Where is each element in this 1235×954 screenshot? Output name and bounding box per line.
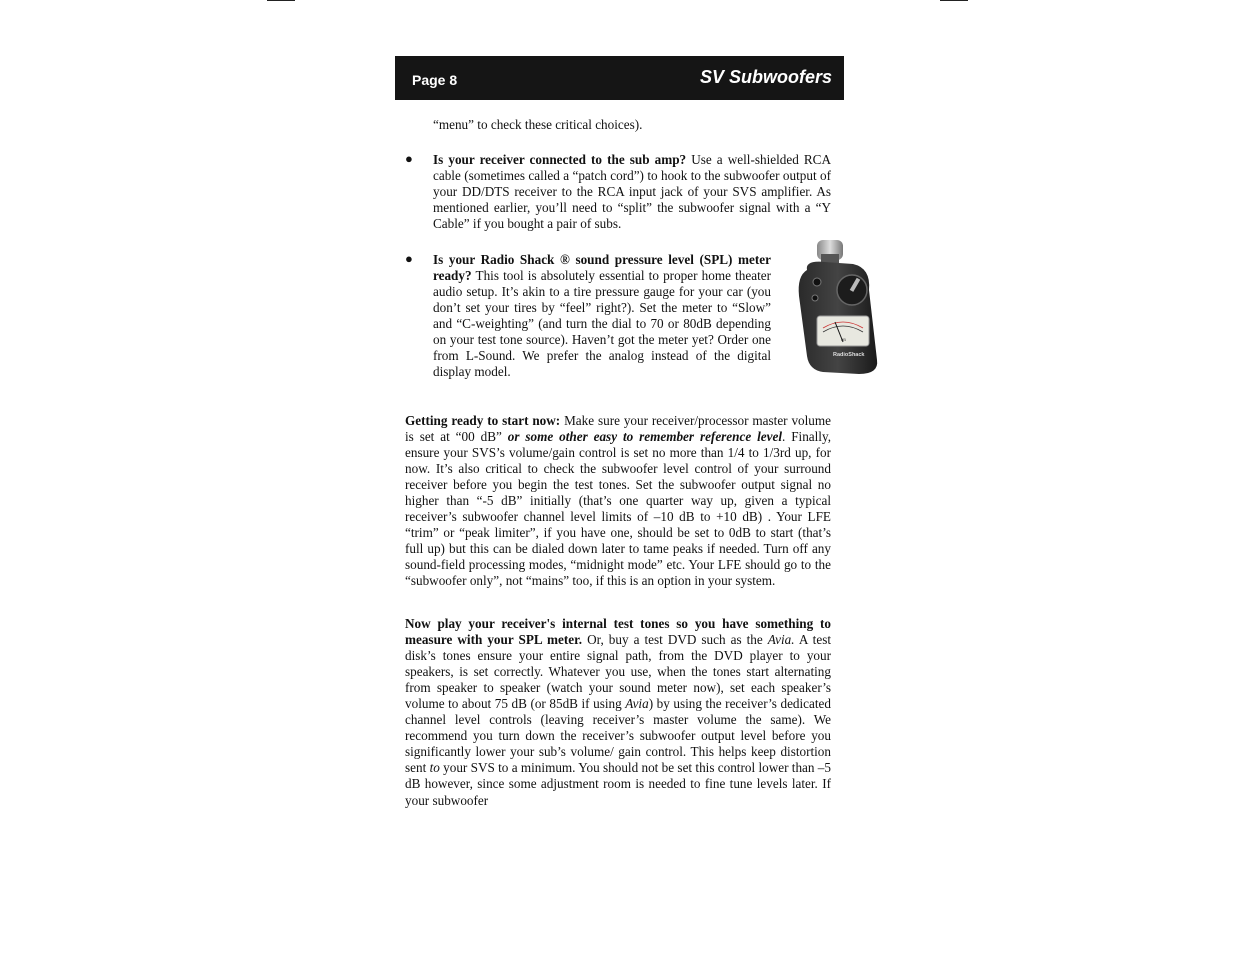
italic-avia: Avia <box>625 696 649 712</box>
bullet-lead: Is your Radio Shack ® sound pressure level (SPL) meter ready? <box>433 252 771 284</box>
meter-dial-unit: dB <box>841 337 846 342</box>
bullet-item-spl-meter <box>433 252 771 380</box>
italic-to: to <box>429 760 440 776</box>
italic-avia: Avia. <box>767 632 795 648</box>
bullet-item-receiver-connection <box>433 152 831 232</box>
paragraph-text: your SVS to a minimum. You should not be set this control lower than –5 dB however, since some adjustment room is needed to fine tune levels later. If your subwoofer <box>405 760 831 808</box>
spl-meter-image <box>795 240 881 376</box>
paragraph-text: Or, buy a test DVD such as the <box>582 632 768 648</box>
bullet-dot: ● <box>405 251 413 266</box>
crop-mark-right <box>940 0 968 1</box>
paragraph-lead: Getting ready to start now: <box>405 413 561 428</box>
paragraph-text: ) by using the receiver’s dedicated channel level controls (leaving receiver’s master volume the same). We recommend you turn down the receiver’s subwoofer output level before you significantly lower your sub’s volume/ gain control. This helps keep distortion sent <box>405 696 831 776</box>
paragraph-lead: Now play your receiver's internal test tones so you have something to measure with your SPL meter. <box>405 616 831 648</box>
document-brand-title: SV Subwoofers <box>699 67 832 87</box>
bullet-dot: ● <box>405 151 413 166</box>
bullet-body: Use a well-shielded RCA cable (sometimes called a “patch cord”) to hook to the subwoofer output of your DD/DTS receiver to the RCA input jack of your SVS amplifier. As mentioned earlier, you’ll need to “split” the subwoofer signal with a “Y Cable” if you bought a pair of subs. <box>433 152 831 232</box>
crop-mark-left <box>267 0 295 1</box>
paragraph-getting-ready <box>405 413 831 590</box>
paragraph-text: Make sure your receiver/processor master volume is set at “00 dB” <box>405 413 831 445</box>
bullet-lead: Is your receiver connected to the sub amp? <box>433 152 687 167</box>
emphasis-text: or some other easy to remember reference level <box>507 429 782 445</box>
paragraph-text: . Finally, ensure your SVS’s volume/gain control is set no more than 1/4 to 1/3rd up, for now. It’s also critical to check the subwoofer level control of your surround receiver before you begin the test tones. Set the subwoofer output signal no higher than “-5 dB” initially (that’s one quarter way up, given a typical receiver’s subwoofer channel level limits of –10 dB to +10 dB) . Your LFE “trim” or “peak limiter”, if you have one, should be set to 0dB to start (that’s full up) but this can be dialed down later to tame peaks if needed. Turn off any sound-field processing modes, “midnight mode” etc. Your LFE should go to the “subwoofer only”, not “mains” too, if this is an option in your system. <box>405 429 832 589</box>
paragraph-text: A test disk’s tones ensure your entire signal path, from the DVD player to your speakers, is set correctly. Whatever you use, when the tones start alternating from speaker to speaker (watch your sound meter now), set each speaker’s volume to about 75 dB (or 85dB if using <box>405 632 831 712</box>
paragraph-test-tones <box>405 616 831 809</box>
page-number: Page 8 <box>412 72 458 88</box>
page-header-bar <box>395 56 844 100</box>
continued-text: “menu” to check these critical choices). <box>433 117 643 132</box>
meter-brand-label: RadioShack <box>833 352 865 358</box>
bullet-body: This tool is absolutely essential to proper home theater audio setup. It’s akin to a tire pressure gauge for your car (you don’t set your tires by “feel” right?). Set the meter to “Slow” and “C-weighting” (and turn the dial to 70 or 80dB depending on your test tone source). Haven’t got the meter yet? Order one from L-Sound. We prefer the analog instead of the digital display model. <box>433 268 771 380</box>
